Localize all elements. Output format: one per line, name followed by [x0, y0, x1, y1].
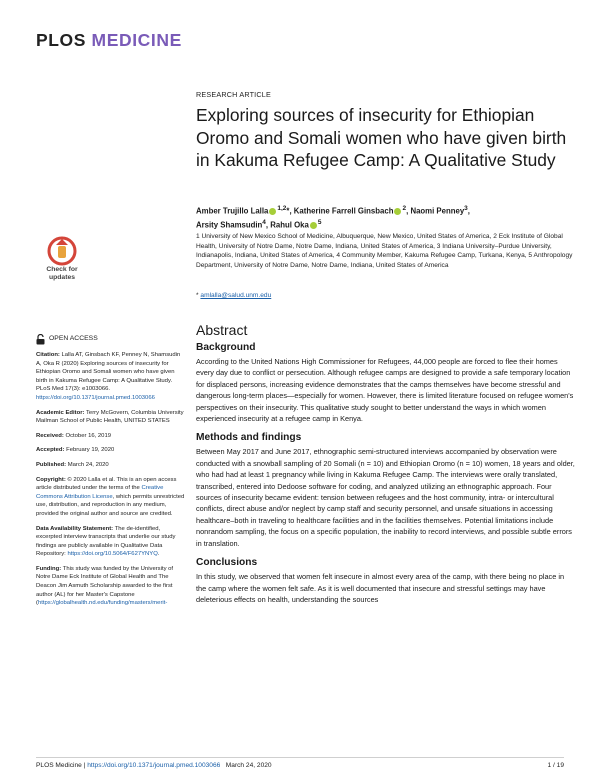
author-affil: 2	[402, 205, 407, 212]
published-label: Published:	[36, 461, 67, 468]
funding-label: Funding:	[36, 565, 62, 572]
abstract	[196, 322, 576, 613]
section-heading-background: Background	[196, 342, 256, 353]
copyright-text: © 2020 Lalla et al. This is an open access article distributed under the terms of the	[36, 476, 177, 492]
citation-block	[36, 351, 186, 403]
page-footer	[36, 762, 564, 769]
corresponding-mark: *	[286, 206, 290, 216]
author-affil: 1,2	[277, 205, 287, 212]
copyright-block	[36, 476, 186, 519]
copyright-label: Copyright:	[36, 476, 66, 483]
article-type: RESEARCH ARTICLE	[196, 90, 271, 99]
data-availability-block	[36, 525, 186, 559]
article-title: Exploring sources of insecurity for Ethiopian Oromo and Somali women who have given birth in Kakuma Refugee Camp: A Qualitative Study	[196, 105, 567, 170]
logo-plos: PLOS	[36, 30, 87, 50]
data-availability-end: .	[157, 551, 160, 558]
published-date: March 24, 2020	[67, 461, 109, 468]
open-access-label: OPEN ACCESS	[49, 335, 98, 343]
accepted-label: Accepted:	[36, 447, 65, 454]
received-date: October 16, 2019	[65, 432, 112, 439]
check-for-updates-badge[interactable]	[36, 236, 88, 288]
article-sidebar	[36, 334, 186, 614]
received-block	[36, 432, 186, 441]
author-name[interactable]: Katherine Farrell Ginsbach	[293, 206, 394, 216]
citation-label: Citation:	[36, 352, 60, 358]
editor-block	[36, 409, 186, 426]
footer-divider	[36, 757, 564, 758]
footer-doi-link[interactable]: https://doi.org/10.1371/journal.pmed.1003066	[87, 762, 221, 769]
journal-logo	[36, 30, 182, 51]
data-availability-label: Data Availability Statement:	[36, 525, 114, 532]
data-availability-text: The de-identified, excerpted interview transcripts that underlie our study findings are publicly available in Qualitative Data Repository:	[36, 525, 176, 558]
open-lock-icon	[36, 334, 45, 345]
license-link[interactable]: Creative Commons Attribution License	[36, 485, 164, 500]
section-heading-methods: Methods and findings	[196, 432, 302, 444]
conclusions-text: In this study, we observed that women felt insecure in almost every area of the camp, with there being no place in the camp where the women felt safe. As it is well documented that insecure and stressful settings may have deleterious effects on health, understanding the sources	[196, 572, 565, 604]
check-updates-icon	[36, 236, 88, 266]
background-text: According to the United Nations High Commissioner for Refugees, 44,000 people are forced to flee their homes every day due to conflict or persecution. Although refugee camps are designed to provide a safe temporary location for displaced persons, increasing evidence demonstrates that the camps themselves have become stressful and dangerous long-term places—especially for women. However, there is limited literature focused on refugee women's perspectives on their insecurity. This qualitative study sought to better understand the ways in which women experienced insecurity at a refugee camp in Kenya.	[196, 357, 574, 424]
section-heading-conclusions: Conclusions	[196, 557, 258, 569]
logo-medicine: MEDICINE	[91, 30, 182, 50]
published-block	[36, 461, 186, 470]
citation-text: Lalla AT, Ginsbach KF, Penney N, Shamsudin A, Oka R (2020) Exploring sources of insecurity for Ethiopian Oromo and Somali women who have given birth in Kakuma Refugee Camp: A Qualitative Study. PLoS Med 17(3): e1003066.	[36, 352, 181, 393]
orcid-icon[interactable]	[394, 208, 401, 215]
received-label: Received:	[36, 432, 64, 439]
author-affil: 5	[317, 219, 322, 227]
copyright-text-end: , which permits unrestricted use, distribution, and reproduction in any medium, provided the original author and source are credited.	[36, 493, 185, 517]
data-repository-link[interactable]: https://doi.org/10.5064/F627YNYQ	[67, 551, 158, 558]
accepted-date: February 19, 2020	[66, 447, 115, 454]
author-name[interactable]: Rahul Oka	[270, 220, 309, 230]
author-list: Amber Trujillo Lalla $^{1,2}$*, Katherine Farrell Ginsbach $^2$, Naomi Penney$^3$, Arsity Shamsudin$^4$, Rahul Oka $^5$	[196, 205, 470, 230]
author-name[interactable]: Naomi Penney	[410, 206, 465, 216]
footer-journal: PLOS Medicine	[36, 762, 82, 769]
author-name[interactable]: Amber Trujillo Lalla	[196, 206, 269, 216]
author-name[interactable]: Arsity Shamsudin	[196, 220, 263, 230]
orcid-icon[interactable]	[269, 208, 276, 215]
funding-block	[36, 565, 186, 608]
author-affil: 3	[464, 205, 468, 212]
affiliations: 1 University of New Mexico School of Medicine, Albuquerque, New Mexico, United States of America, 2 Eck Institute of Global Health, University of Notre Dame, Notre Dame, Indiana, United States of America, 3 Indiana University–Purdue University, Indianapolis, Indiana, United States of America, 4 Community Member, Kakuma Refugee Camp, Turkana, Kenya, 5 Anthropology Department, University of Notre Dame, Notre Dame, Indiana, United States of America	[196, 233, 573, 269]
editor-label: Academic Editor:	[36, 409, 85, 416]
footer-date: March 24, 2020	[225, 762, 272, 769]
funding-link[interactable]: https://globalhealth.nd.edu/funding/masters/merit-	[37, 600, 168, 607]
open-access	[36, 334, 186, 345]
methods-text: Between May 2017 and June 2017, ethnographic semi-structured interviews accompanied by observation were conducted with a snowball sampling of 20 Somali (n = 10) and Ethiopian Oromo (n = 10) women, 18 years and older, who had had at least 1 pregnancy while living in Kakuma Refugee Camp. The interviews were orally translated, transcribed, entered into Dedoose software for coding, and analyzed utilizing an ethnographic approach. Four sources of insecurity became evident: tension between refugees and the host community, intra- or intercultural conflicts, direct abuse and/or neglect by camp staff and security personnel, and unsafe situations in accessing healthcare–both in traveling to healthcare facilities and in the facilities themselves. Potential limitations include nonrandom sampling, the focus on a specific population, the inability to record interviews, and possible subtle errors in translation.	[196, 447, 575, 548]
footer-separator: |	[81, 762, 88, 769]
orcid-icon[interactable]	[310, 222, 317, 229]
check-updates-label: Check for updates	[46, 266, 78, 281]
page-number: 1 / 19	[547, 762, 564, 769]
funding-text: This study was funded by the University of Notre Dame Eck Institute of Global Health and The Deacon Jim Asmuth Scholarship awarded to the first author (AL) for her Master's Capstone (	[36, 565, 174, 607]
email-prefix: *	[196, 292, 199, 299]
email-link[interactable]: amlalla@salud.unm.edu	[200, 292, 272, 299]
author-affil: 4	[262, 219, 266, 227]
accepted-block	[36, 446, 186, 455]
corresponding-email	[196, 292, 271, 299]
abstract-heading: Abstract	[196, 322, 248, 338]
editor-text: Terry McGovern, Columbia University Mailman School of Public Health, UNITED STATES	[36, 409, 184, 425]
citation-doi-link[interactable]: https://doi.org/10.1371/journal.pmed.1003066	[36, 394, 155, 401]
